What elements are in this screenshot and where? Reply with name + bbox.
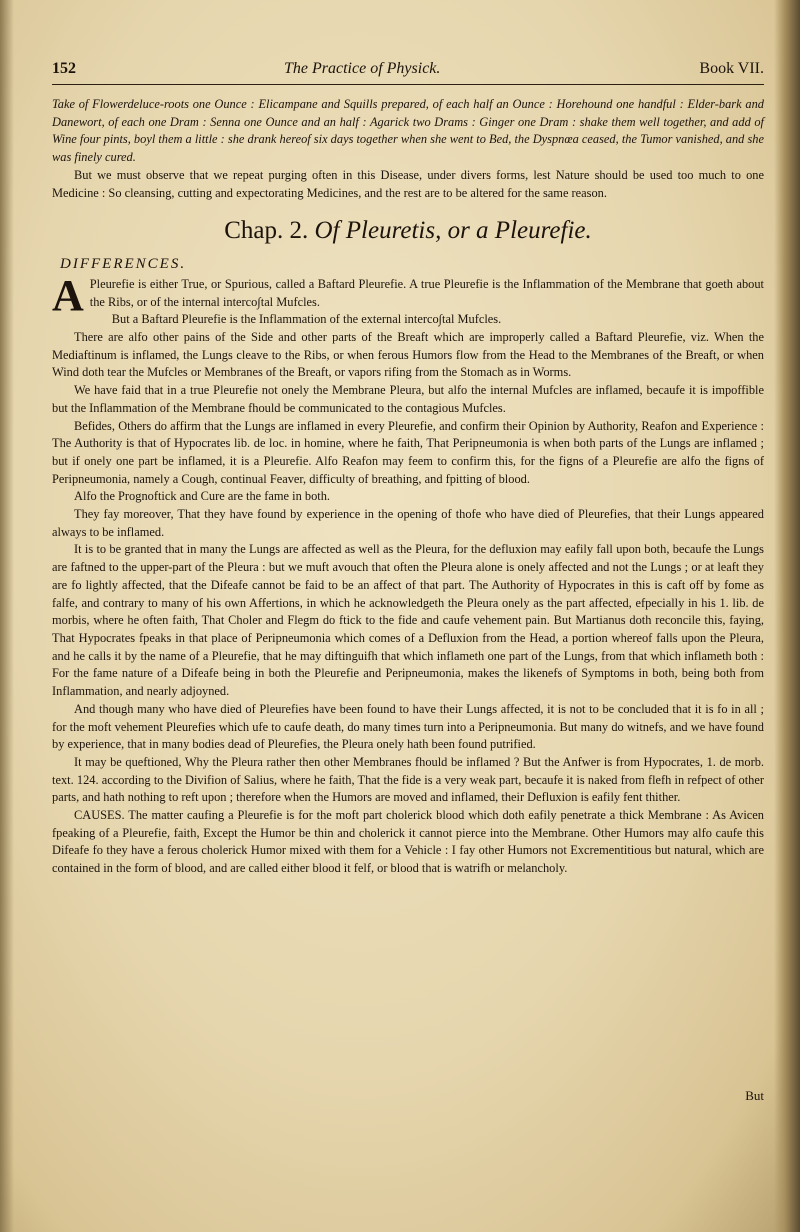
chapter-heading <box>52 216 764 246</box>
drop-cap: A <box>52 270 84 320</box>
paragraph-10: It may be queftioned, Why the Pleura rather then other Membranes fhould be inflamed ? But the Anfwer is from Hypocrates, 1. de morb. text. 124. according to the Divifion of Salius, where he faith, That the fide is a very weak part, becaufe it is naked from flefh in refpect of other parts, and hath nothing to reft upon ; therefore when the Humors are moved and inflamed, their Defluxion is eafily fent thither. <box>52 754 764 805</box>
page-gutter-shadow <box>0 0 14 1232</box>
paragraph-4: We have faid that in a true Pleurefie not onely the Membrane Pleura, but alfo the internal Mufcles are inflamed, becaufe it is impoffible but the Inflammation of the Membrane fhould be communicated to the contagious Mufcles. <box>52 383 764 415</box>
paragraph-1-text: Pleurefie is either True, or Spurious, called a Baftard Pleurefie. A true Pleurefie is the Inflammation of the Membrane that goeth about the Ribs, or of the internal interco∫tal Mufcles. <box>89 276 764 309</box>
chapter-title: Of Pleuretis, or a Pleurefie. <box>314 217 592 245</box>
paragraph-8: It is to be granted that in many the Lungs are affected as well as the Pleura, for the defluxion may eafily fall upon both, becaufe the Lungs are faftned to the upper-part of the Pleura : but we muft avouch that often the Pleura alone is onely affected and not the Lungs ; or at leaft they are fo lightly affected, that the Difeafe cannot be faid to be an affect of that part. The Authority of Hypocrates in this is caft off by fome as falfe, and contrary to many of his own Affertions, in which he acknowledgeth the Pleura onely as the part affected, efpecially in his 1. lib. de morbis, where he often faith, That Choler and Flegm do ftick to the fide and caufe vehement pain. But Martianus doth reconcile this, faying, That Hypocrates fpeaks in that place of Peripneumonia which comes of a Defluxion from the Head, a portion whereof falls upon the Pleura, and he calls it by the name of a Pleurefie, that he may diftinguifh that which inflameth one part of the Lungs, from that which inflameth both : For the fame nature of a Difeafe being in both the Pleurefie and Peripneumonia, makes the likenefs of Symptoms in both, being both from Inflammation, and nearly adjoyned. <box>52 542 764 699</box>
intro-block <box>52 96 764 202</box>
book-label: Book VII. <box>699 60 764 77</box>
chapter-number: Chap. 2. <box>224 217 309 245</box>
catchword: But <box>745 1088 764 1103</box>
recipe-paragraph: Take of Flowerdeluce-roots one Ounce : Elicampane and Squills prepared, of each half an Ounce : Horehound one handful : Elder-bark and Danewort, of each one Dram : Senna one Ounce and an half : Agarick two Drams : Ginger one Dram : shake them well together, and add of Wine four pints, boyl them a little : she drank hereof six days together when she went to Bed, the Dyspnœa ceased, the Tumor vanished, and she was finely cured. <box>52 97 764 165</box>
page-edge-shadow <box>774 0 800 1232</box>
paragraph-7: They fay moreover, That they have found by experience in the opening of thofe who have died of Pleurefies, that their Lungs appeared always to be inflamed. <box>52 507 764 539</box>
page-body <box>52 96 764 878</box>
running-title: The Practice of Physick. <box>284 60 441 77</box>
paragraph-2: But a Baftard Pleurefie is the Inflammation of the external interco∫tal Mufcles. <box>111 312 502 327</box>
paragraph-11: CAUSES. The matter caufing a Pleurefie is for the moft part cholerick blood which doth eafily penetrate a thick Membrane : As Avicen fpeaking of a Pleurefie, faith, Except the Humor be thin and cholerick it cannot pierce into the Membrane. Other Humors may alfo caufe this Difeafe fo they have a ferous cholerick Humor mixed with them for a Vehicle : I fay other Humors not Excrementitious but natural, which are contained in the form of blood, and are called either blood it felf, or blood that is watrifh or melancholy. <box>52 808 764 876</box>
section-heading: DIFFERENCES. <box>60 256 187 273</box>
paragraph-3: There are alfo other pains of the Side and other parts of the Breaft which are improperly called a Baftard Pleurefie, viz. When the Mediaftinum is inflamed, the Lungs cleave to the Ribs, or when ferous Humors flow from the Head to the Membranes of the Breaft, or when Wind doth tear the Mufcles or Membranes of the Breaft, or vapors rifing from the Stomach as in Worms. <box>52 330 764 380</box>
page-number: 152 <box>52 60 76 77</box>
running-header <box>52 58 764 85</box>
paragraph-6: Alfo the Prognoftick and Cure are the fame in both. <box>74 489 330 504</box>
paragraph-5: Befides, Others do affirm that the Lungs are inflamed in every Pleurefie, and confirm their Opinion by Authority, Reafon and Experience : The Authority is that of Hypocrates lib. de loc. in homine, where he faith, That Peripneumonia is when both parts of the Lungs are inflamed ; but if onely one part be inflamed, it is a Pleurefie. Alfo Reafon may feem to confirm this, for the figns of a Pleurefie are alfo the figns of Peripneumonia, namely a Cough, continual Feaver, difficulty of breathing, and fpitting of blood. <box>52 418 764 486</box>
paragraph-9: And though many who have died of Pleurefies have been found to have their Lungs affected, it is not to be concluded that it is fo in all ; for the moft vehement Pleurefies which ufe to caufe death, do many times turn into a Peripneumonia. But many do witnefs, and we have found by experience, that in many bodies dead of Pleurefies, the Pleura onely hath been found putrified. <box>52 701 764 752</box>
intro-note-paragraph: But we must observe that we repeat purging often in this Disease, under divers forms, lest Nature should be used too much to one Medicine : So cleansing, cutting and expectorating Medicines, and the rest are to be altered for the same reason. <box>52 167 764 200</box>
